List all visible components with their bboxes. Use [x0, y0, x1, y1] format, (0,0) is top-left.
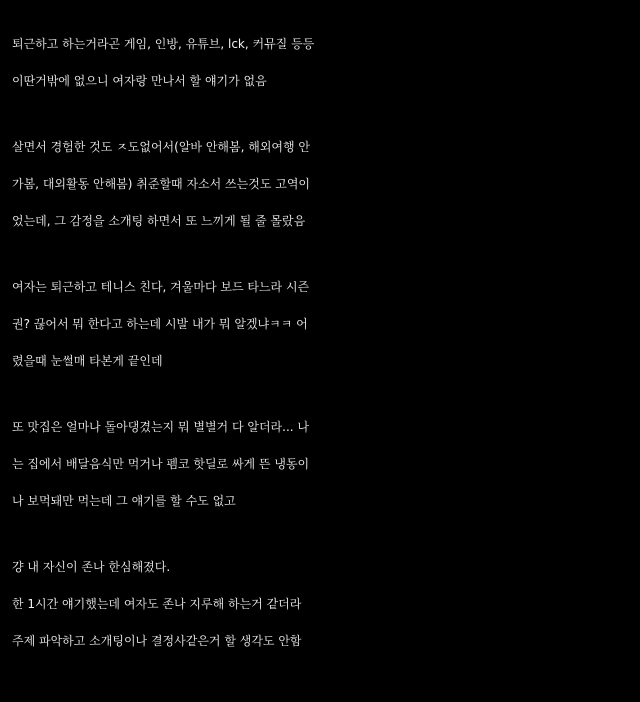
text-line: 이딴거밖에 없으니 여자랑 만나서 할 얘기가 없음 [12, 74, 267, 88]
text-line: 또 맛집은 얼마나 돌아댕겼는지 뭐 별별거 다 알더라... 나 [12, 420, 309, 434]
text-line: 가봄, 대외활동 안해봄) 취준할때 자소서 쓰는것도 고역이 [12, 177, 311, 191]
text-line: 주제 파악하고 소개팅이나 결정사같은거 할 생각도 안함 [12, 634, 302, 648]
text-line: 었는데, 그 감정을 소개팅 하면서 또 느끼게 될 줄 몰랐음 [12, 214, 306, 228]
paragraph [12, 269, 632, 380]
paragraph [12, 549, 632, 660]
paragraph [12, 26, 632, 100]
text-line: 는 집에서 배달음식만 먹거나 펨코 핫딜로 싸게 뜬 냉동이 [12, 457, 310, 471]
paragraph [12, 129, 632, 240]
text-line: 렸을때 눈썰매 타본게 끝인데 [12, 354, 163, 368]
text-line: 권? 끊어서 뭐 한다고 하는데 시발 내가 뭐 알겠냐ㅋㅋ 어 [12, 317, 308, 331]
text-line: 여자는 퇴근하고 테니스 친다, 겨울마다 보드 타느라 시즌 [12, 280, 310, 294]
paragraph [12, 409, 632, 520]
text-line: 살면서 경험한 것도 ㅈ도없어서(알바 안해봄, 해외여행 안 [12, 140, 311, 154]
text-line: 한 1시간 얘기했는데 여자도 존나 지루해 하는거 같더라 [12, 597, 302, 611]
text-line: 퇴근하고 하는거라곤 게임, 인방, 유튜브, lck, 커뮤질 등등 [12, 37, 315, 51]
text-line: 걍 내 자신이 존나 한심해졌다. [12, 560, 171, 574]
post-body [12, 26, 632, 660]
text-line: 나 보먹돼만 먹는데 그 얘기를 할 수도 없고 [12, 494, 236, 508]
